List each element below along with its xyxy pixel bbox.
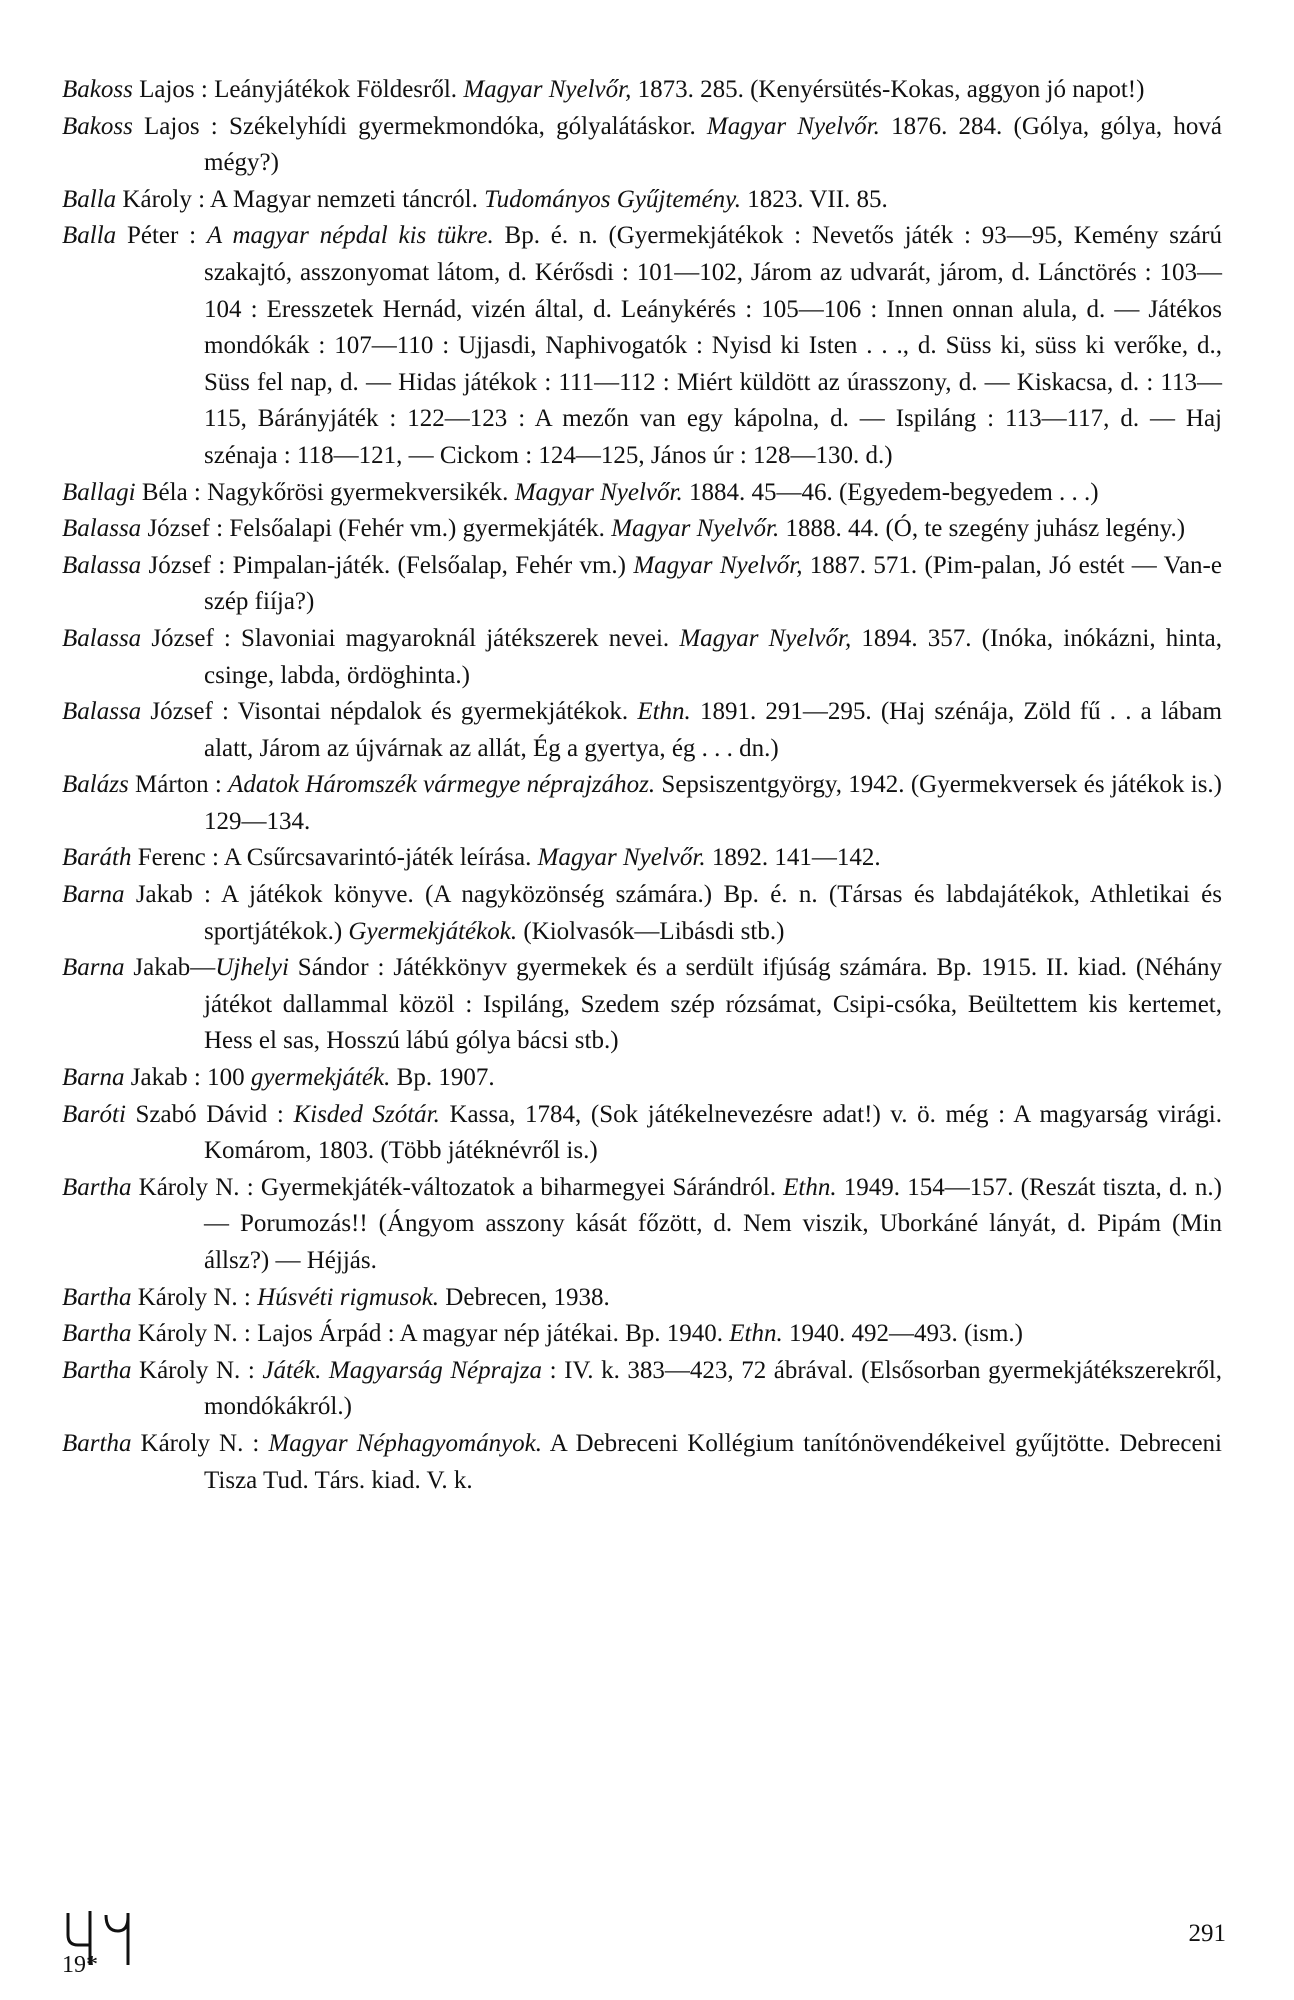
entry-source: Magyar Néphagyományok. [268, 1429, 543, 1457]
entry-source: Tudományos Gyűjtemény. [484, 185, 742, 213]
entry-author: Ballagi [62, 478, 136, 506]
entry-author: Bakoss [62, 112, 133, 140]
bibliography-entry [62, 1426, 1222, 1499]
entry-author: Bartha [62, 1356, 132, 1384]
entry-author: Balassa [62, 515, 142, 543]
entry-text: József : Felsőalapi (Fehér vm.) gyermekjáték. [141, 515, 612, 543]
entry-source: Játék. Magyarság Néprajza [262, 1356, 543, 1384]
entry-text: Károly : A Magyar nemzeti táncról. [116, 185, 485, 213]
entry-rest: 1888. 44. (Ó, te szegény juhász legény.) [779, 515, 1186, 543]
bibliography-entry [62, 621, 1222, 694]
bibliography-list [62, 72, 1222, 1499]
entry-text: Károly N. : Lajos Árpád : A magyar nép játékai. Bp. 1940. [131, 1320, 730, 1348]
entry-author: Bartha [62, 1173, 132, 1201]
entry-source: Adatok Háromszék vármegye néprajzához. [228, 771, 656, 799]
entry-text: Márton : [128, 771, 229, 799]
entry-source: Húsvéti rigmusok. [257, 1283, 440, 1311]
bibliography-entry [62, 218, 1222, 474]
entry-text: Jakab— [124, 954, 216, 982]
bibliography-entry [62, 950, 1222, 1060]
bibliography-entry [62, 182, 1222, 219]
entry-rest: Debrecen, 1938. [439, 1283, 610, 1311]
entry-source: A magyar népdal kis tükre. [206, 222, 494, 250]
bibliography-entry [62, 548, 1222, 621]
entry-rest: 1940. 492—493. (ism.) [782, 1320, 1023, 1348]
entry-rest: (Kiolvasók—Libásdi stb.) [517, 917, 785, 945]
bibliography-entry [62, 840, 1222, 877]
entry-source: Magyar Nyelvőr. [514, 478, 683, 506]
entry-source: gyermekjáték. [250, 1064, 391, 1092]
bibliography-entry [62, 511, 1222, 548]
entry-text: Károly N. : [131, 1429, 269, 1457]
bibliography-entry [62, 1280, 1222, 1317]
bibliography-entry [62, 1316, 1222, 1353]
entry-author: Barna [62, 1064, 125, 1092]
entry-rest: A Debreceni Kollégium tanítónövendékeivel gyűjtötte. Debreceni Tisza Tud. Társ. kiad. V. k. [204, 1429, 1222, 1494]
entry-text: Jakab : 100 [124, 1064, 251, 1092]
entry-author: Baróti [62, 1100, 126, 1128]
entry-source: Magyar Nyelvőr, [633, 551, 803, 579]
entry-author: Balassa [62, 551, 142, 579]
entry-text: Károly N. : [131, 1283, 258, 1311]
entry-text: Károly N. : Gyermekjáték-változatok a biharmegyei Sárándról. [131, 1173, 784, 1201]
entry-author: Balázs [62, 771, 129, 799]
entry-source: Magyar Nyelvőr. [706, 112, 880, 140]
entry-author: Bartha [62, 1320, 132, 1348]
bibliography-entry [62, 877, 1222, 950]
page-number: 291 [1188, 1920, 1226, 1947]
bibliography-entry [62, 72, 1222, 109]
entry-rest: Bp. 1907. [390, 1064, 495, 1092]
entry-rest: 1949. 154—157. (Reszát tiszta, d. n.) — Porumozás!! (Ángyom asszony kását főzött, d. Nem viszik, Uborkáné lányát, d. Pipám (Min állsz?) — Héjjás. [204, 1173, 1222, 1274]
entry-rest: 1873. 285. (Kenyérsütés-Kokas, aggyon jó napot!) [631, 76, 1145, 103]
entry-source: Ujhelyi [215, 954, 289, 982]
entry-source: Kisded Szótár. [293, 1100, 440, 1128]
bibliography-entry [62, 767, 1222, 840]
bibliography-entry [62, 475, 1222, 512]
entry-text: Lajos : Székelyhídi gyermekmondóka, gólyalátáskor. [132, 112, 707, 140]
entry-text: Péter : [116, 222, 207, 250]
entry-text: Lajos : Leányjátékok Földesről. [132, 76, 464, 103]
entry-author: Barna [62, 881, 125, 909]
entry-text: Ferenc : A Csűrcsavarintó-játék leírása. [131, 844, 538, 872]
entry-source: Gyermekjátékok. [348, 917, 518, 945]
entry-author: Bartha [62, 1429, 132, 1457]
entry-author: Balla [62, 185, 117, 213]
entry-author: Balla [62, 222, 117, 250]
bibliography-entry [62, 694, 1222, 767]
entry-rest: 1876. 284. (Gólya, gólya, hová mégy?) [204, 112, 1222, 177]
entry-author: Barna [62, 954, 125, 982]
entry-author: Balassa [62, 624, 142, 652]
entry-rest: Bp. é. n. (Gyermekjátékok : Nevetős játék : 93—95, Kemény szárú szakajtó, asszonyomat látom, d. Kérősdi : 101—102, Járom az udvarát, járom, d. Lánctörés : 103—104 : Eresszetek Hernád, vizén által, d. Leánykérés : 105—106 : Innen onnan alula, d. — Játékos mondókák : 107—110 : Ujjasdi, Naphivogatók : Nyisd ki Isten . . ., d. Süss ki, süss ki verőke, d., Süss fel nap, d. — Hidas játékok : 111—112 : Miért küldött az úrasszony, d. — Kiskacsa, d. : 113—115, Bárányjáték : 122—123 : A mezőn van egy kápolna, d. — Ispiláng : 113—117, d. — Haj szénaja : 118—121, — Cickom : 124—125, János úr : 128—130. d.) [204, 222, 1222, 469]
entry-text: Béla : Nagykőrösi gyermekversikék. [135, 478, 515, 506]
signature-mark: 19* [62, 1952, 98, 1978]
entry-source: Ethn. [729, 1320, 783, 1348]
bibliography-entry [62, 1170, 1222, 1280]
entry-rest: 1823. VII. 85. [741, 185, 888, 213]
entry-source: Ethn. [637, 698, 691, 726]
entry-rest: Kassa, 1784, (Sok játékelnevezésre adat!) v. ö. még : A magyarság virági. Komárom, 1803. (Több játéknévről is.) [204, 1100, 1222, 1165]
bibliography-entry [62, 109, 1222, 182]
bibliography-entry [62, 1060, 1222, 1097]
entry-rest: 1892. 141—142. [705, 844, 881, 872]
entry-text: Jakab : A játékok könyve. (A nagyközönség számára.) Bp. é. n. (Társas és labdajátékok, Athletikai és sportjátékok.) [124, 881, 1222, 945]
entry-source: Magyar Nyelvőr, [679, 624, 852, 652]
entry-source: Magyar Nyelvőr, [463, 76, 632, 103]
entry-author: Bartha [62, 1283, 132, 1311]
entry-rest: : IV. k. 383—423, 72 ábrával. (Elsősorban gyermekjátékszerekről, mondókákról.) [204, 1356, 1223, 1421]
entry-author: Baráth [62, 844, 132, 872]
entry-source: Magyar Nyelvőr. [537, 844, 706, 872]
entry-text: József : Slavoniai magyaroknál játékszerek nevei. [141, 624, 680, 652]
entry-rest: 1894. 357. (Inóka, inókázni, hinta, csinge, labda, ördöghinta.) [204, 624, 1222, 689]
entry-source: Magyar Nyelvőr. [611, 515, 780, 543]
entry-rest: 1887. 571. (Pim-palan, Jó estét — Van-e szép fiíja?) [204, 551, 1222, 616]
entry-text: József : Pimpalan-játék. (Felsőalap, Fehér vm.) [141, 551, 634, 579]
entry-author: Bakoss [62, 76, 133, 103]
bibliography-entry [62, 1097, 1222, 1170]
entry-text: Szabó Dávid : [125, 1100, 294, 1128]
entry-rest: 1884. 45—46. (Egyedem-begyedem . . .) [682, 478, 1099, 506]
entry-rest: 1891. 291—295. (Haj szénája, Zöld fű . . a lábam alatt, Járom az újvárnak az allát, Ég a gyertya, ég . . . dn.) [204, 698, 1222, 762]
entry-text: Károly N. : [131, 1356, 263, 1384]
bibliography-entry [62, 1353, 1222, 1426]
entry-rest: Sepsiszentgyörgy, 1942. (Gyermekversek és játékok is.) 129—134. [204, 771, 1222, 835]
entry-author: Balassa [62, 698, 142, 726]
entry-rest: Sándor : Játékkönyv gyermekek és a serdült ifjúság számára. Bp. 1915. II. kiad. (Néhány játékot dallammal közöl : Ispiláng, Szedem szép rózsámat, Csipi-csóka, Beültettem kis kertemet, Hess el sas, Hosszú lábú gólya bácsi stb.) [204, 954, 1223, 1055]
entry-source: Ethn. [783, 1173, 837, 1201]
entry-text: József : Visontai népdalok és gyermekjátékok. [141, 698, 638, 726]
